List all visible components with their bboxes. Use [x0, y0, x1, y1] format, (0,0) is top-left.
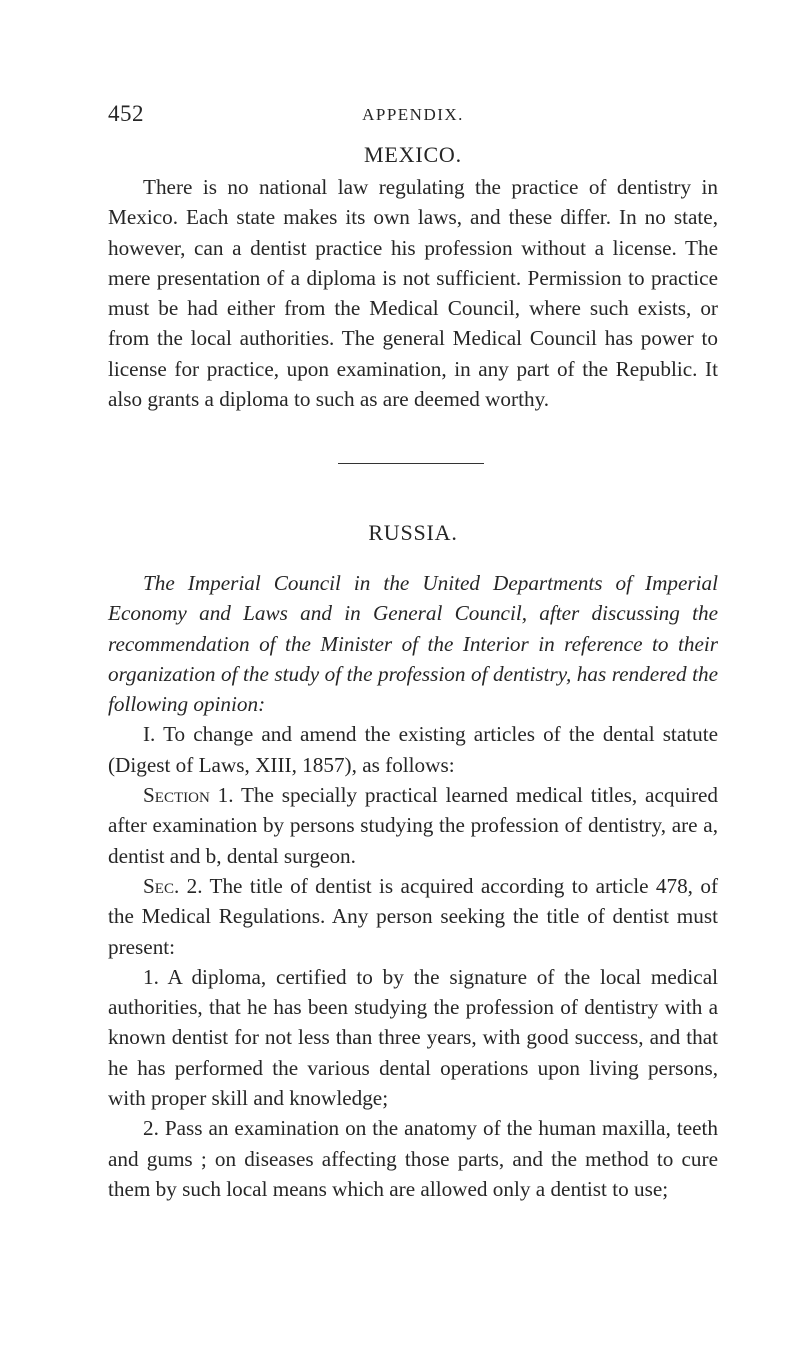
section-divider — [338, 463, 484, 464]
mexico-section — [108, 172, 718, 414]
mexico-heading: MEXICO. — [364, 142, 462, 167]
page-header — [108, 101, 718, 131]
sec-two-text: The title of dentist is acquired according to article 478, of the Medical Regulations. Any person seeking the title of dentist must present: — [108, 873, 718, 959]
mexico-paragraph: There is no national law regulating the practice of dentistry in Mexico. Each state makes its own laws, and these differ. In no state, however, can a dentist practice his profession without a license. The mere presentation of a diploma is not sufficient. Permission to practice must be had either from the Medical Council, where such exists, or from the local authorities. The general Medical Council has power to license for practice, upon examination, in any part of the Republic. It also grants a diploma to such as are deemed worthy. — [108, 175, 718, 412]
running-head: APPENDIX. — [362, 105, 464, 124]
russia-heading: RUSSIA. — [368, 520, 458, 545]
russia-section-one — [108, 780, 718, 871]
section-one-text: The specially practical learned medical titles, acquired after examination by persons studying the profession of dentistry, are a, dentist and b, dental surgeon. — [108, 783, 718, 868]
sec-two-label: Sec. 2. — [143, 873, 203, 898]
section-one-label: Section 1. — [143, 783, 234, 808]
russia-item-one: I. To change and amend the existing articles of the dental statute (Digest of Laws, XIII, 1857), as follows: — [108, 722, 718, 777]
russia-requirement-two: 2. Pass an examination on the anatomy of the human maxilla, teeth and gums ; on diseases affecting those parts, and the method to cure them by such local means which are allowed only a dentist to use; — [108, 1116, 718, 1201]
page-number: 452 — [108, 101, 144, 126]
russia-intro-paragraph: The Imperial Council in the United Departments of Imperial Economy and Laws and in General Council, after discussing the recommendation of the Minister of the Interior in reference to their organization of the study of the profession of dentistry, has rendered the following opinion: — [108, 571, 718, 717]
russia-section — [108, 568, 718, 1204]
russia-requirement-one: 1. A diploma, certified to by the signature of the local medical authorities, that he has been studying the profession of dentistry with a known dentist for not less than three years, with good success, and that he has performed the various dental operations upon living persons, with proper skill and knowledge; — [108, 964, 718, 1111]
russia-sec-two — [108, 871, 718, 962]
